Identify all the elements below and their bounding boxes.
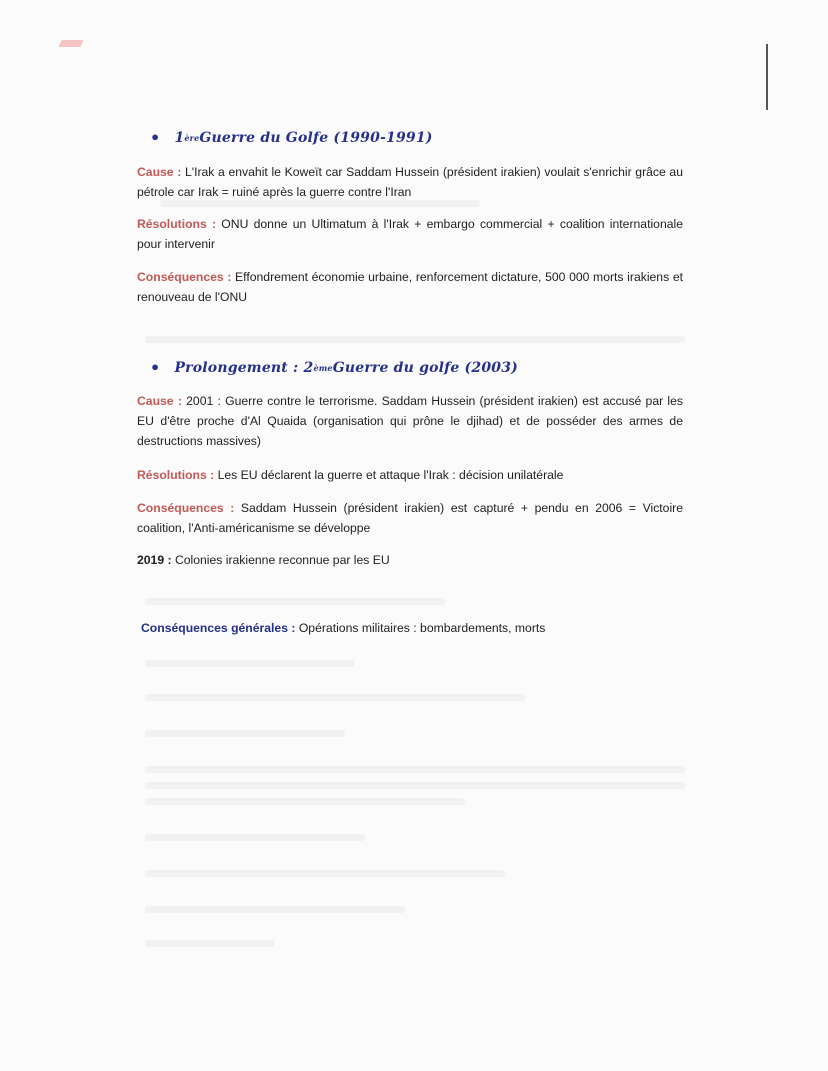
resolutions-paragraph bbox=[137, 214, 683, 254]
bleed-through bbox=[145, 766, 685, 773]
year-label: 2019 : bbox=[137, 553, 172, 567]
section-heading-gulf-war-1 bbox=[150, 128, 433, 147]
bleed-through bbox=[145, 782, 685, 789]
heading-superscript: ère bbox=[184, 132, 200, 143]
bleed-through bbox=[145, 660, 355, 667]
bleed-through bbox=[145, 834, 365, 841]
heading-title: Guerre du Golfe (1990-1991) bbox=[199, 129, 433, 146]
cause-text: 2001 : Guerre contre le terrorisme. Saddam Hussein (président irakien) est accusé par les EU d'être proche d'Al Quaida (organisation qui prône le djihad) et de posséder des armes de destructions massives) bbox=[137, 394, 683, 448]
cause-text: L'Irak a envahit le Koweït car Saddam Hussein (président irakien) voulait s'enrichir grâce au pétrole car Irak = ruiné après la guerre contre l'Iran bbox=[137, 165, 683, 199]
section-heading-gulf-war-2 bbox=[150, 358, 518, 377]
general-consequences-text: Opérations militaires : bombardements, morts bbox=[295, 621, 546, 635]
bleed-through bbox=[145, 730, 345, 737]
bleed-through bbox=[145, 870, 505, 877]
bleed-through bbox=[145, 906, 405, 913]
cause-paragraph bbox=[137, 162, 683, 202]
resolutions-paragraph bbox=[137, 465, 683, 485]
cause-label: Cause : bbox=[137, 394, 182, 408]
heading-prefix: Prolongement : 2 bbox=[174, 359, 314, 376]
bullet-icon: • bbox=[150, 358, 161, 377]
heading-title: Guerre du golfe (2003) bbox=[332, 359, 518, 376]
bleed-through bbox=[145, 798, 465, 805]
bleed-through bbox=[145, 694, 525, 701]
paper-edge-line bbox=[766, 44, 768, 110]
resolutions-label: Résolutions : bbox=[137, 468, 215, 482]
consequences-text: Effondrement économie urbaine, renforcement dictature, 500 000 morts irakiens et renouveau de l'ONU bbox=[137, 270, 683, 304]
consequences-paragraph bbox=[137, 267, 683, 307]
cause-label: Cause : bbox=[137, 165, 182, 179]
heading-number: 1 bbox=[174, 129, 185, 146]
cause-paragraph bbox=[137, 391, 683, 451]
consequences-label: Conséquences : bbox=[137, 501, 235, 515]
resolutions-text: Les EU déclarent la guerre et attaque l'Irak : décision unilatérale bbox=[214, 468, 564, 482]
consequences-text: Saddam Hussein (président irakien) est capturé + pendu en 2006 = Victoire coalition, l'Anti-américanisme se développe bbox=[137, 501, 683, 535]
heading-superscript: ème bbox=[313, 362, 333, 373]
year-2019-paragraph bbox=[137, 550, 683, 570]
resolutions-text: ONU donne un Ultimatum à l'Irak + embargo commercial + coalition internationale pour intervenir bbox=[137, 217, 683, 251]
bullet-icon: • bbox=[150, 128, 161, 147]
resolutions-label: Résolutions : bbox=[137, 217, 217, 231]
paper-mark bbox=[58, 40, 83, 47]
consequences-label: Conséquences : bbox=[137, 270, 232, 284]
bleed-through bbox=[145, 336, 685, 343]
general-consequences-label: Conséquences générales : bbox=[141, 621, 296, 635]
bleed-through bbox=[145, 940, 275, 947]
bleed-through bbox=[145, 598, 445, 605]
year-text: Colonies irakienne reconnue par les EU bbox=[171, 553, 390, 567]
general-consequences-paragraph bbox=[141, 618, 687, 638]
consequences-paragraph bbox=[137, 498, 683, 538]
